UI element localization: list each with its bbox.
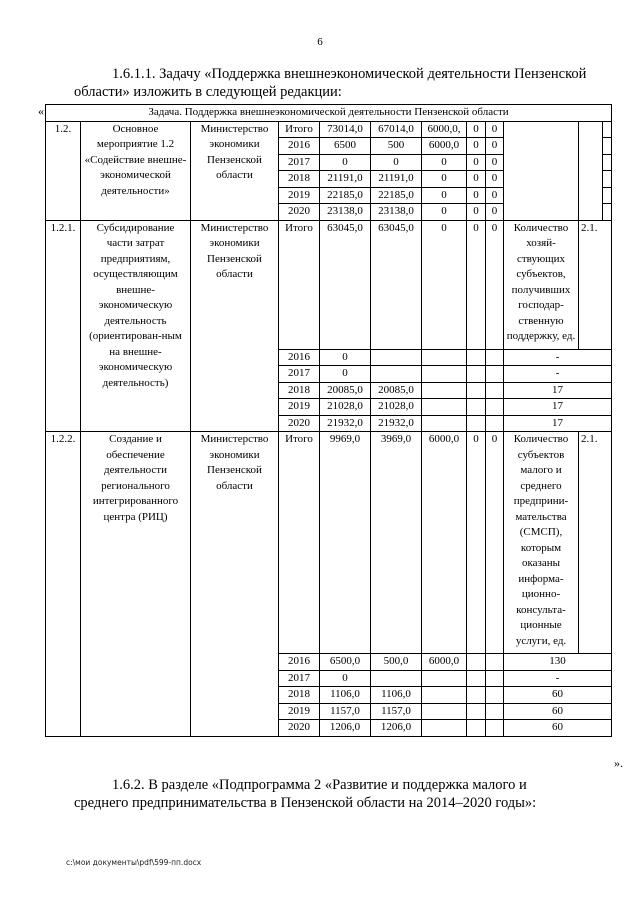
row-other-sources: 0 xyxy=(486,204,504,221)
row-regional-budget: 23138,0 xyxy=(371,204,422,221)
indicator-number xyxy=(579,121,603,220)
page-number: 6 xyxy=(317,36,323,48)
row-federal-budget: 0 xyxy=(422,187,467,204)
row-year: Итого xyxy=(279,220,320,349)
indicator-value: - xyxy=(504,670,612,687)
row-other-sources xyxy=(486,687,504,704)
row-local-budget xyxy=(467,654,486,671)
row-federal-budget xyxy=(422,349,467,366)
row-local-budget xyxy=(467,349,486,366)
table-row xyxy=(46,432,612,654)
intro-line-1: 1.6.1.1. Задачу «Поддержка внешнеэкономической деятельности Пензенской xyxy=(112,66,587,82)
row-year: 2019 xyxy=(279,703,320,720)
indicator-value xyxy=(603,171,612,188)
indicator-value: 60 xyxy=(504,703,612,720)
row-year: 2020 xyxy=(279,415,320,432)
file-path-footer: c:\мои документы\pdf\599-пп.docx xyxy=(66,858,202,867)
row-other-sources: 0 xyxy=(486,220,504,349)
row-federal-budget xyxy=(422,415,467,432)
row-year: Итого xyxy=(279,432,320,654)
row-local-budget xyxy=(467,670,486,687)
indicator-number: 2.1. xyxy=(579,220,612,349)
row-other-sources: 0 xyxy=(486,432,504,654)
row-total: 1206,0 xyxy=(320,720,371,737)
row-total: 0 xyxy=(320,670,371,687)
outro-paragraph xyxy=(74,776,594,812)
indicator-value: 17 xyxy=(504,399,612,416)
item-number: 1.2.2. xyxy=(46,432,81,737)
row-regional-budget xyxy=(371,349,422,366)
row-other-sources xyxy=(486,382,504,399)
item-executor: Министерство экономики Пензенской области xyxy=(191,220,279,432)
row-federal-budget: 6000,0 xyxy=(422,138,467,155)
item-number: 1.2.1. xyxy=(46,220,81,432)
intro-paragraph xyxy=(74,65,594,101)
row-year: 2016 xyxy=(279,349,320,366)
row-federal-budget: 6000,0 xyxy=(422,654,467,671)
row-federal-budget: 6000,0 xyxy=(422,432,467,654)
row-federal-budget xyxy=(422,720,467,737)
row-year: 2018 xyxy=(279,171,320,188)
row-total: 21028,0 xyxy=(320,399,371,416)
indicator-value xyxy=(603,138,612,155)
row-federal-budget xyxy=(422,687,467,704)
row-total: 9969,0 xyxy=(320,432,371,654)
row-regional-budget: 1206,0 xyxy=(371,720,422,737)
row-local-budget xyxy=(467,687,486,704)
row-other-sources: 0 xyxy=(486,187,504,204)
row-local-budget: 0 xyxy=(467,204,486,221)
row-regional-budget: 67014,0 xyxy=(371,121,422,138)
opening-quote: « xyxy=(38,104,44,118)
row-regional-budget: 500 xyxy=(371,138,422,155)
closing-quote: ». xyxy=(614,756,623,770)
intro-line-2: области» изложить в следующей редакции: xyxy=(74,84,342,100)
row-regional-budget: 0 xyxy=(371,154,422,171)
row-total: 1157,0 xyxy=(320,703,371,720)
row-year: 2017 xyxy=(279,154,320,171)
row-year: 2020 xyxy=(279,204,320,221)
item-name: Основное мероприятие 1.2 «Содействие внешне-экономической деятельности» xyxy=(81,121,191,220)
row-total: 1106,0 xyxy=(320,687,371,704)
row-local-budget xyxy=(467,415,486,432)
row-local-budget xyxy=(467,703,486,720)
row-total: 6500 xyxy=(320,138,371,155)
row-year: 2019 xyxy=(279,187,320,204)
row-other-sources xyxy=(486,654,504,671)
indicator-value: 17 xyxy=(504,415,612,432)
row-federal-budget xyxy=(422,703,467,720)
row-year: 2016 xyxy=(279,138,320,155)
row-regional-budget: 21932,0 xyxy=(371,415,422,432)
row-federal-budget: 6000,0, xyxy=(422,121,467,138)
row-federal-budget: 0 xyxy=(422,171,467,188)
row-local-budget: 0 xyxy=(467,171,486,188)
indicator-name: Количество субъектов малого и среднего предприни-мательства (СМСП), которым оказаны информа-ционно-консульта-ционные услуги, ед. xyxy=(504,432,579,654)
row-other-sources: 0 xyxy=(486,121,504,138)
table-row xyxy=(46,121,612,138)
row-year: 2017 xyxy=(279,670,320,687)
row-other-sources xyxy=(486,415,504,432)
indicator-value: 17 xyxy=(504,382,612,399)
row-other-sources xyxy=(486,366,504,383)
row-year: 2019 xyxy=(279,399,320,416)
indicator-number: 2.1. xyxy=(579,432,612,654)
row-regional-budget xyxy=(371,670,422,687)
row-total: 22185,0 xyxy=(320,187,371,204)
item-number: 1.2. xyxy=(46,121,81,220)
row-year: 2020 xyxy=(279,720,320,737)
row-federal-budget xyxy=(422,382,467,399)
row-local-budget: 0 xyxy=(467,121,486,138)
row-other-sources: 0 xyxy=(486,171,504,188)
row-total: 63045,0 xyxy=(320,220,371,349)
indicator-value: - xyxy=(504,366,612,383)
indicator-value xyxy=(603,187,612,204)
row-local-budget xyxy=(467,382,486,399)
row-other-sources: 0 xyxy=(486,138,504,155)
item-executor: Министерство экономики Пензенской области xyxy=(191,121,279,220)
indicator-value xyxy=(603,204,612,221)
item-name: Субсидирование части затрат предприятиям, осуществляющим внешне-экономическую деятельность (ориентирован-ным на внешне-экономическую деятельность) xyxy=(81,220,191,432)
row-federal-budget: 0 xyxy=(422,154,467,171)
indicator-value: 60 xyxy=(504,687,612,704)
row-total: 0 xyxy=(320,154,371,171)
row-year: 2018 xyxy=(279,687,320,704)
row-local-budget xyxy=(467,720,486,737)
outro-line-1: 1.6.2. В разделе «Подпрограмма 2 «Развитие и поддержка малого и xyxy=(112,777,527,793)
indicator-value xyxy=(603,154,612,171)
row-year: Итого xyxy=(279,121,320,138)
row-regional-budget: 20085,0 xyxy=(371,382,422,399)
row-federal-budget xyxy=(422,366,467,383)
row-local-budget xyxy=(467,399,486,416)
indicator-value: 130 xyxy=(504,654,612,671)
row-total: 0 xyxy=(320,349,371,366)
row-regional-budget xyxy=(371,366,422,383)
row-total: 20085,0 xyxy=(320,382,371,399)
item-executor: Министерство экономики Пензенской области xyxy=(191,432,279,737)
row-regional-budget: 21028,0 xyxy=(371,399,422,416)
row-total: 6500,0 xyxy=(320,654,371,671)
row-local-budget: 0 xyxy=(467,220,486,349)
row-regional-budget: 500,0 xyxy=(371,654,422,671)
row-year: 2016 xyxy=(279,654,320,671)
row-regional-budget: 1157,0 xyxy=(371,703,422,720)
table-header: Задача. Поддержка внешнеэкономической деятельности Пензенской области xyxy=(46,105,612,122)
row-federal-budget: 0 xyxy=(422,220,467,349)
row-total: 23138,0 xyxy=(320,204,371,221)
row-other-sources xyxy=(486,703,504,720)
row-local-budget: 0 xyxy=(467,432,486,654)
row-total: 21191,0 xyxy=(320,171,371,188)
row-other-sources xyxy=(486,670,504,687)
indicator-value: - xyxy=(504,349,612,366)
indicator-name xyxy=(504,121,579,220)
indicator-name: Количество хозяй-ствующих субъектов, получивших господар-ственную поддержку, ед. xyxy=(504,220,579,349)
row-local-budget: 0 xyxy=(467,138,486,155)
row-year: 2017 xyxy=(279,366,320,383)
row-local-budget xyxy=(467,366,486,383)
row-total: 73014,0 xyxy=(320,121,371,138)
row-local-budget: 0 xyxy=(467,187,486,204)
indicator-value xyxy=(603,121,612,138)
row-other-sources xyxy=(486,399,504,416)
row-total: 21932,0 xyxy=(320,415,371,432)
row-regional-budget: 21191,0 xyxy=(371,171,422,188)
row-federal-budget xyxy=(422,399,467,416)
indicator-value: 60 xyxy=(504,720,612,737)
row-regional-budget: 3969,0 xyxy=(371,432,422,654)
measures-table xyxy=(45,104,612,737)
row-other-sources xyxy=(486,720,504,737)
row-regional-budget: 63045,0 xyxy=(371,220,422,349)
row-other-sources xyxy=(486,349,504,366)
item-name: Создание и обеспечение деятельности регионального интегрированного центра (РИЦ) xyxy=(81,432,191,737)
table-row xyxy=(46,220,612,349)
row-local-budget: 0 xyxy=(467,154,486,171)
row-federal-budget xyxy=(422,670,467,687)
row-regional-budget: 1106,0 xyxy=(371,687,422,704)
row-federal-budget: 0 xyxy=(422,204,467,221)
outro-line-2: среднего предпринимательства в Пензенской области на 2014–2020 годы»: xyxy=(74,795,537,811)
row-year: 2018 xyxy=(279,382,320,399)
row-regional-budget: 22185,0 xyxy=(371,187,422,204)
row-other-sources: 0 xyxy=(486,154,504,171)
row-total: 0 xyxy=(320,366,371,383)
